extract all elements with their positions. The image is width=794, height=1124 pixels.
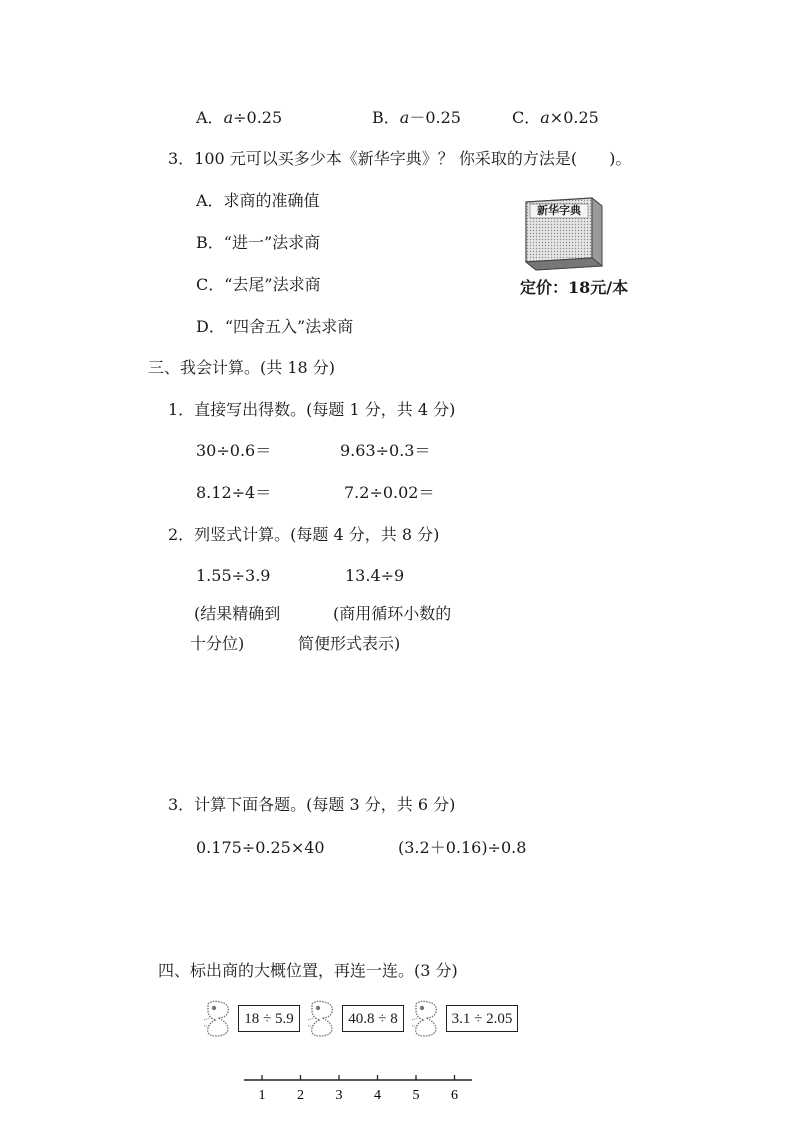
animal-figure-icon (306, 998, 342, 1038)
animal-figure-icon (202, 998, 238, 1038)
note-recurring-line1: (商用循环小数的 (333, 604, 452, 623)
calc-expression: 0.175÷0.25×40 (196, 838, 325, 857)
number-line-label: 4 (374, 1088, 381, 1103)
number-line (240, 1072, 480, 1112)
section3-part3-title: 3．计算下面各题。(每题 3 分，共 6 分) (168, 795, 456, 814)
number-line-label: 1 (258, 1088, 266, 1103)
calc-expression: (3.2＋0.16)÷0.8 (398, 838, 527, 857)
q2-option-a: A．a÷0.25 (196, 108, 283, 127)
note-recurring-line2: 简便形式表示) (298, 634, 401, 653)
number-line-label: 5 (412, 1088, 420, 1103)
calc-expression: 8.12÷4＝ (196, 483, 272, 502)
calc-expression: 9.63÷0.3＝ (340, 441, 431, 460)
section4-title: 四、标出商的大概位置，再连一连。(3 分) (158, 961, 458, 980)
q3-option-c: C．“去尾”法求商 (196, 275, 321, 294)
vertical-calc-expression: 1.55÷3.9 (196, 566, 271, 585)
calc-expression: 7.2÷0.02＝ (344, 483, 435, 502)
q3-stem: 3．100 元可以买多少本《新华字典》？ 你采取的方法是( )。 (168, 149, 632, 168)
number-line-label: 3 (335, 1088, 343, 1103)
animal-figure-icon (410, 998, 446, 1038)
book-title: 新华字典 (537, 204, 581, 217)
dictionary-book-illustration (520, 196, 604, 272)
calc-expression: 30÷0.6＝ (196, 441, 272, 460)
number-line-label: 2 (297, 1088, 304, 1103)
q2-option-b: B．a－0.25 (372, 108, 461, 127)
note-precision-line2: 十分位) (190, 634, 245, 653)
number-line-label: 6 (451, 1088, 458, 1103)
q3-option-b: B．“进一”法求商 (196, 233, 321, 252)
q2-option-c: C．a×0.25 (512, 108, 599, 127)
division-expression-box[interactable]: 40.8 ÷ 8 (342, 1005, 404, 1032)
vertical-calc-expression: 13.4÷9 (345, 566, 405, 585)
note-precision-line1: (结果精确到 (194, 604, 281, 623)
division-expression-box[interactable]: 18 ÷ 5.9 (238, 1005, 300, 1032)
book-price: 定价：18元/本 (520, 278, 629, 297)
q3-option-d: D．“四舍五入”法求商 (196, 317, 354, 336)
section3-part2-title: 2．列竖式计算。(每题 4 分，共 8 分) (168, 525, 440, 544)
q3-option-a: A．求商的准确值 (196, 191, 320, 210)
section3-title: 三、我会计算。(共 18 分) (148, 358, 336, 377)
section3-part1-title: 1．直接写出得数。(每题 1 分，共 4 分) (168, 400, 456, 419)
division-expression-box[interactable]: 3.1 ÷ 2.05 (446, 1005, 518, 1032)
